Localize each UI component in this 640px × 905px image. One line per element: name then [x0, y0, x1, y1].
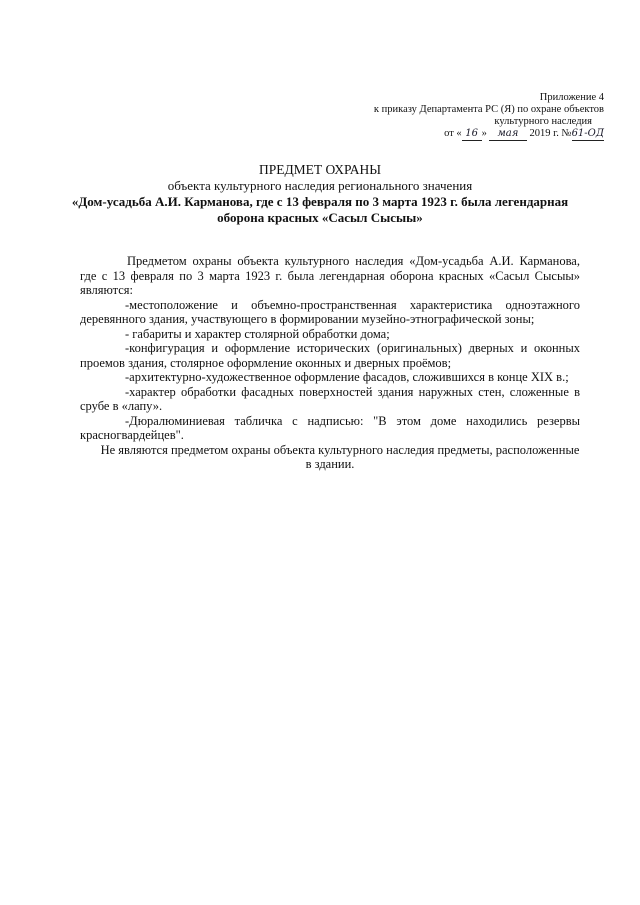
list-item: -архитектурно-художественное оформление фасадов, сложившихся в конце XIX в.;	[125, 370, 569, 384]
date-mid: »	[481, 128, 487, 139]
handwritten-day: 16	[462, 128, 482, 141]
document-header	[374, 92, 604, 141]
order-reference: к приказу Департамента РС (Я) по охране объектов	[373, 104, 604, 115]
date-prefix: от «	[444, 128, 462, 139]
list-item: -характер обработки фасадных поверхностей здания наружных стен, сложенные в срубе в «лапу».	[80, 384, 580, 413]
date-year: 2019 г. №	[529, 128, 572, 139]
handwritten-order-number: 61-ОД	[571, 128, 604, 139]
list-item: -местоположение и объемно-пространственная характеристика одноэтажного деревянного здания, участвующего в формировании музейно-этнографической зоны;	[80, 297, 580, 326]
list-item: -Дюралюминиевая табличка с надписью: "В этом доме находились резервы красногвардейцев".	[80, 413, 580, 442]
closing-paragraph: Не являются предметом охраны объекта культурного наследия предметы, расположенные в здании.	[100, 442, 580, 471]
intro-paragraph: Предметом охраны объекта культурного наследия «Дом-усадьба А.И. Карманова, где с 13 февраля по 3 марта 1923 г. была легендарная оборона красных «Сасыл Сысыы» являются:	[80, 254, 580, 297]
title-block	[60, 162, 580, 226]
order-reference-cont: культурного наследия	[494, 116, 592, 127]
handwritten-month: мая	[489, 128, 527, 141]
document-subtitle: объекта культурного наследия регионального значения	[167, 178, 473, 193]
document-body	[80, 254, 580, 472]
document-title: ПРЕДМЕТ ОХРАНЫ	[258, 162, 382, 177]
order-date-line	[374, 128, 604, 141]
list-item: -конфигурация и оформление исторических (оригинальных) дверных и оконных проемов здания, столярное оформление оконных и дверных проёмов;	[80, 341, 580, 370]
object-name: «Дом-усадьба А.И. Карманова, где с 13 февраля по 3 марта 1923 г. была легендарная оборона красных «Сасыл Сысыы»	[71, 194, 569, 225]
list-item: - габариты и характер столярной обработки дома;	[125, 326, 390, 341]
appendix-label: Приложение 4	[539, 92, 604, 103]
